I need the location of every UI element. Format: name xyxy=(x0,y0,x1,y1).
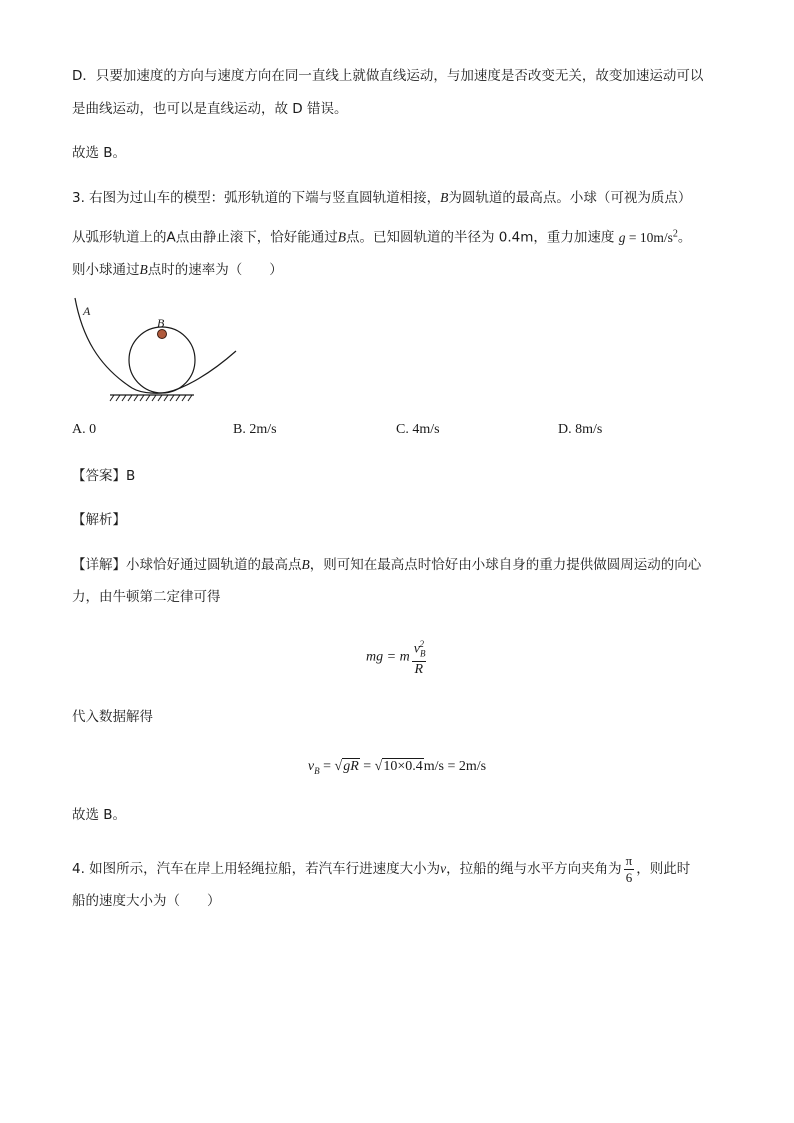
q3-stem-line1: 3. 右图为过山车的模型：弧形轨道的下端与竖直圆轨道相接，B为圆轨道的最高点。小球（可视为质点） xyxy=(72,190,692,206)
q3-answer: 【答案】B xyxy=(72,468,136,484)
q3-option-d[interactable]: D. 8m/s xyxy=(558,422,603,437)
ground-hatching xyxy=(110,395,192,401)
substitute-text: 代入数据解得 xyxy=(72,709,153,725)
right-track xyxy=(168,351,236,392)
q3-option-a[interactable]: A. 0 xyxy=(72,422,97,437)
q3-analysis-tag: 【解析】 xyxy=(72,512,126,528)
q3-option-b[interactable]: B. 2m/s xyxy=(233,422,277,437)
option-d-explanation-line1: D．只要加速度的方向与速度方向在同一直线上就做直线运动，与加速度是否改变无关，故变加速运动可以 xyxy=(72,68,704,84)
q3-stem-line3: 则小球通过B点时的速率为（ ） xyxy=(72,262,283,278)
label-a: A xyxy=(83,304,91,318)
label-b: B xyxy=(157,316,165,330)
q3-conclusion: 故选 B。 xyxy=(72,807,127,823)
option-d-explanation-line2: 是曲线运动，也可以是直线运动，故 D 错误。 xyxy=(72,101,348,117)
q3-stem-line2: 从弧形轨道上的A点由静止滚下，恰好能通过B点。已知圆轨道的半径为 0.4m，重力加速度 $g = 10m/s^2$。 xyxy=(72,228,692,246)
roller-coaster-figure xyxy=(70,296,245,404)
q3-detail-line1: 【详解】小球恰好通过圆轨道的最高点B，则可知在最高点时恰好由小球自身的重力提供做圆周运动的向心 xyxy=(72,557,702,573)
q4-stem-line1: 4. 如图所示，汽车在岸上用轻绳拉船，若汽车行进速度大小为v，拉船的绳与水平方向夹角为 $\frac{\pi}{6}$ ，则此时 xyxy=(72,852,691,885)
q4-stem-line2: 船的速度大小为（ ） xyxy=(72,893,221,909)
equation-newton: mg = m $\frac{v_B^2}{R}$ xyxy=(0,636,794,678)
equation-speed: $v_B = √gR = √10\times 0.4m/s = 2m/s$ xyxy=(307,759,487,776)
q3-detail-line2: 力，由牛顿第二定律可得 xyxy=(72,589,221,605)
q3-option-c[interactable]: C. 4m/s xyxy=(396,422,440,437)
prev-conclusion: 故选 B。 xyxy=(72,145,127,161)
ball xyxy=(158,330,167,339)
